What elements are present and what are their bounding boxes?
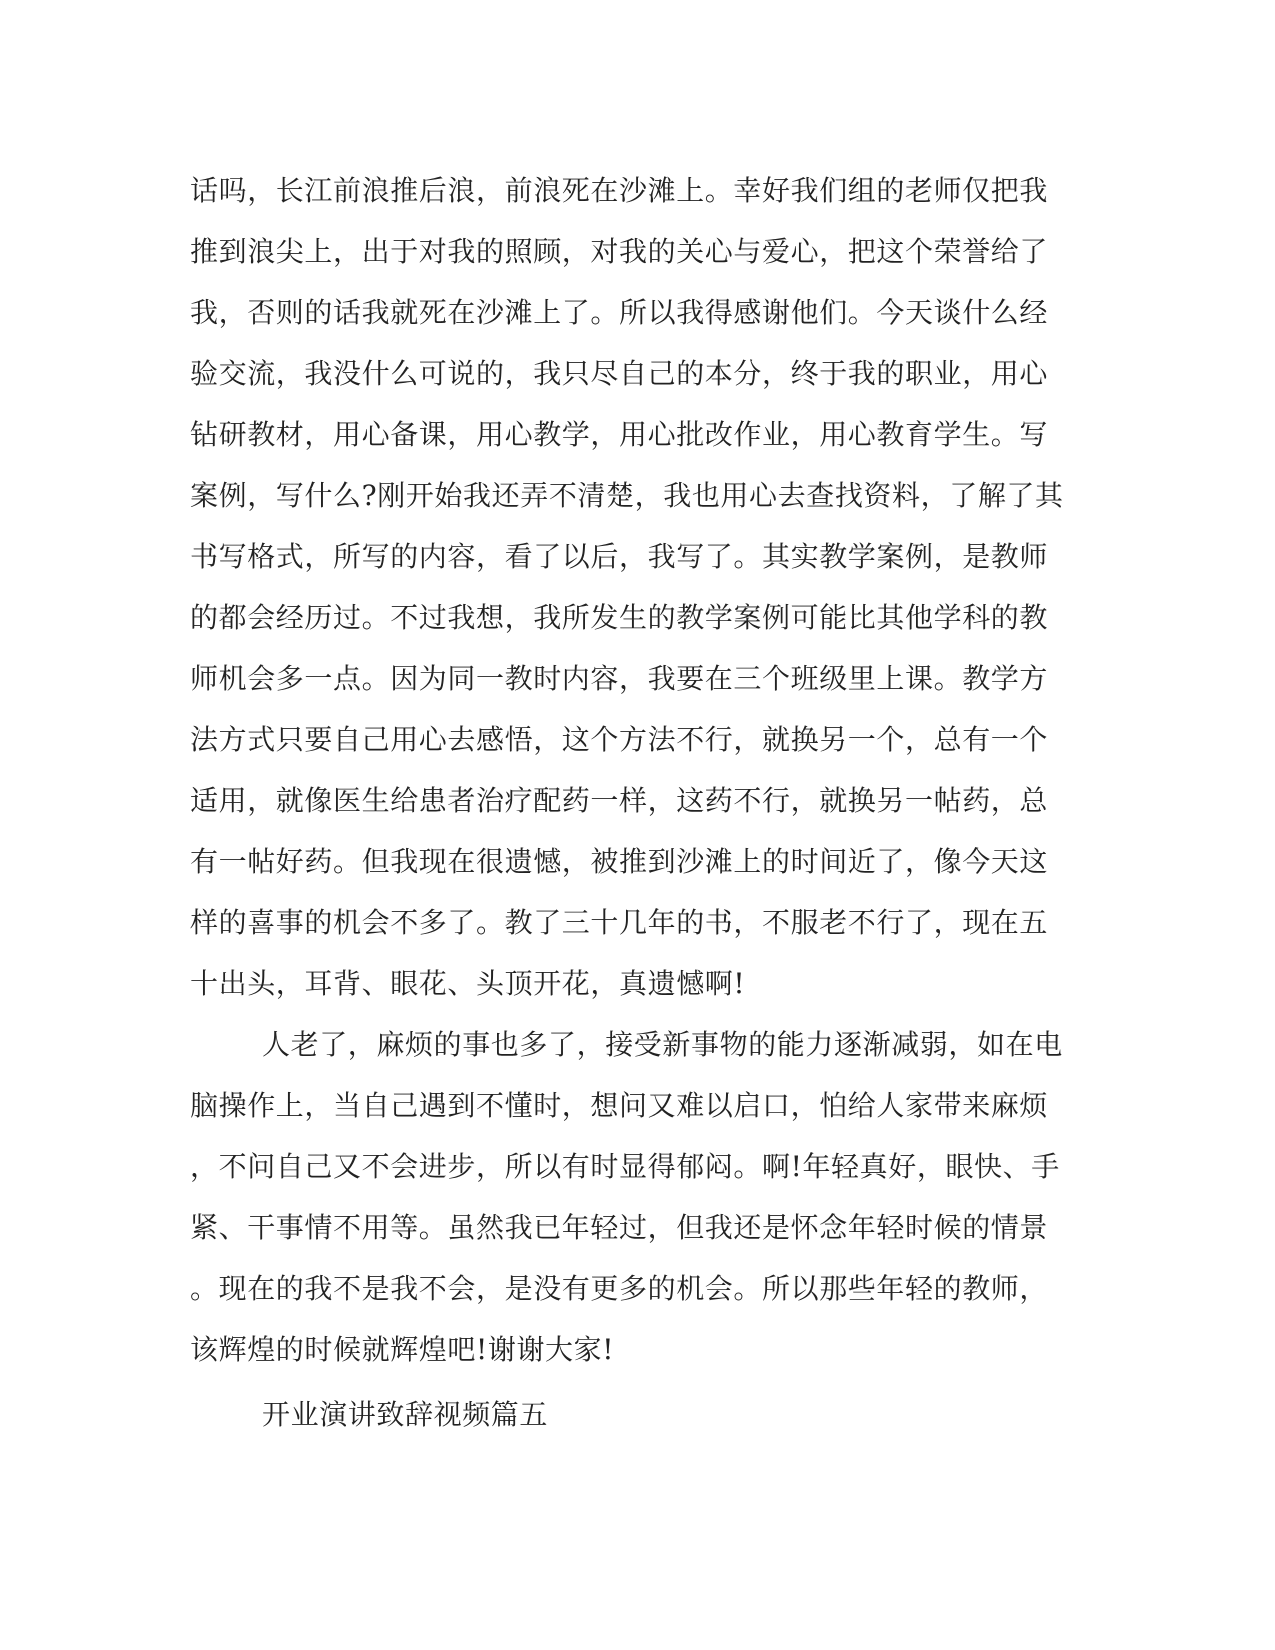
text-line: 师机会多一点。因为同一教时内容，我要在三个班级里上课。教学方 [190,662,1049,695]
text-line: 法方式只要自己用心去感悟，这个方法不行，就换另一个，总有一个 [190,723,1049,756]
text-line: 钻研教材，用心备课，用心教学，用心批改作业，用心教育学生。写 [190,418,1049,451]
text-line: 验交流，我没什么可说的，我只尽自己的本分，终于我的职业，用心 [190,357,1049,390]
section-heading: 开业演讲致辞视频篇五 [262,1398,549,1431]
text-line: 推到浪尖上，出于对我的照顾，对我的关心与爱心，把这个荣誉给了 [190,235,1049,268]
text-line: 人老了，麻烦的事也多了，接受新事物的能力逐渐减弱，如在电 [262,1028,1063,1061]
text-line: 有一帖好药。但我现在很遗憾，被推到沙滩上的时间近了，像今天这 [190,845,1049,878]
paragraph-2 [190,1014,1090,1380]
paragraph-1 [190,160,1090,1014]
text-line: 书写格式，所写的内容，看了以后，我写了。其实教学案例，是教师 [190,540,1049,573]
text-line: 十出头，耳背、眼花、头顶开花，真遗憾啊! [190,967,746,1000]
text-line: ，不问自己又不会进步，所以有时显得郁闷。啊!年轻真好，眼快、手 [190,1150,1060,1183]
text-line: 案例，写什么?刚开始我还弄不清楚，我也用心去查找资料，了解了其 [190,479,1064,512]
text-line: 样的喜事的机会不多了。教了三十几年的书，不服老不行了，现在五 [190,906,1049,939]
text-line: 该辉煌的时候就辉煌吧!谢谢大家! [190,1333,615,1366]
text-line: 。现在的我不是我不会，是没有更多的机会。所以那些年轻的教师， [190,1272,1049,1305]
text-line: 我，否则的话我就死在沙滩上了。所以我得感谢他们。今天谈什么经 [190,296,1049,329]
text-line: 脑操作上，当自己遇到不懂时，想问又难以启口，怕给人家带来麻烦 [190,1089,1049,1122]
document-body [190,160,1090,1445]
text-line: 的都会经历过。不过我想，我所发生的教学案例可能比其他学科的教 [190,601,1049,634]
text-line: 适用，就像医生给患者治疗配药一样，这药不行，就换另一帖药，总 [190,784,1049,817]
text-line: 话吗，长江前浪推后浪，前浪死在沙滩上。幸好我们组的老师仅把我 [190,174,1049,207]
text-line: 紧、干事情不用等。虽然我已年轻过，但我还是怀念年轻时候的情景 [190,1211,1049,1244]
